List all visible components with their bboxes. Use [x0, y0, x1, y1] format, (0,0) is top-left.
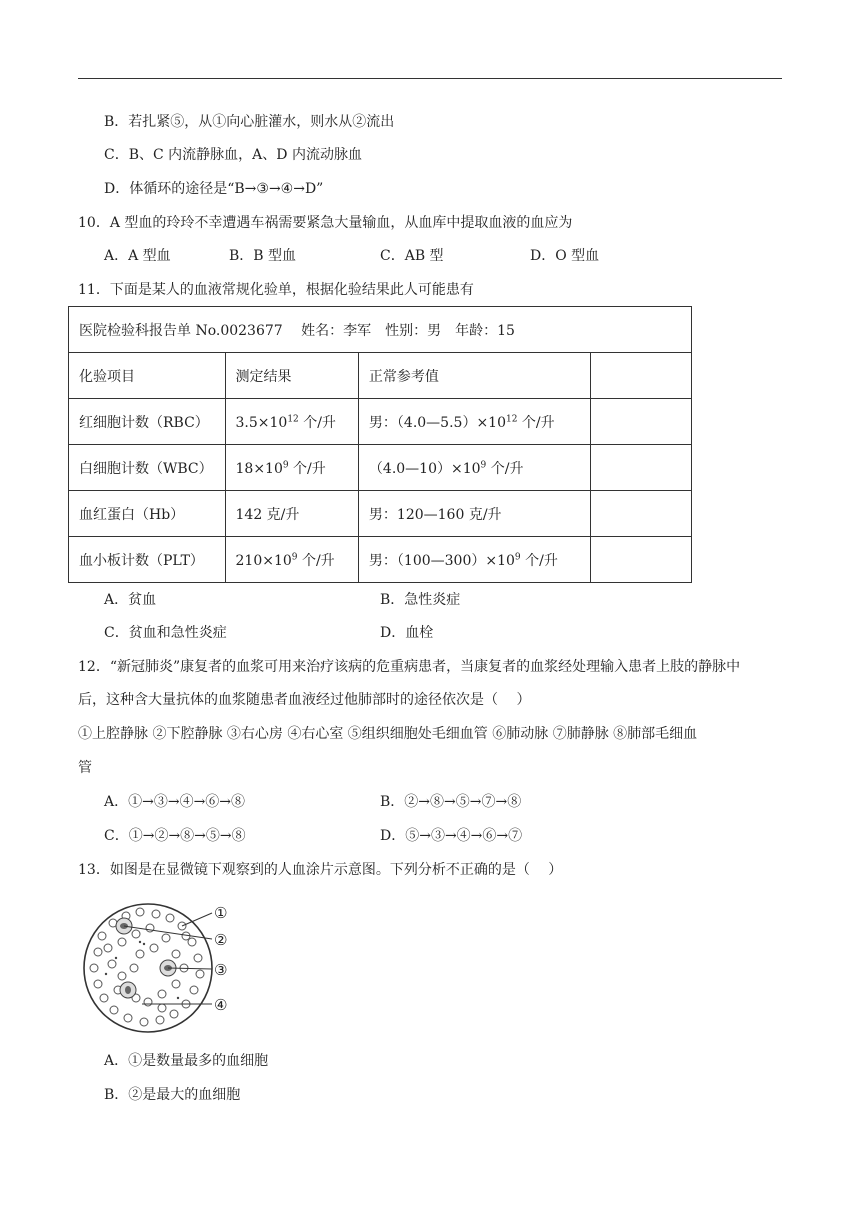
row-reference: 男：$(100—300)\times 10^9$ 个/升: [358, 537, 590, 583]
q11-option-b[interactable]: B．急性炎症: [380, 592, 461, 608]
q9-option-d[interactable]: D．体循环的途径是“B→③→④→D”: [104, 181, 324, 197]
row-empty: [590, 399, 691, 445]
table-row: [69, 537, 692, 583]
figure-label-3: ③: [214, 961, 228, 979]
q12-option-b[interactable]: B．②→⑧→⑤→⑦→⑧: [380, 794, 522, 810]
q10-option-b[interactable]: B．B 型血: [229, 248, 297, 264]
row-empty: [590, 537, 691, 583]
q10-option-c[interactable]: C．AB 型: [380, 248, 444, 264]
row-item: 血红蛋白（Hb）: [69, 491, 226, 537]
row-item: 白细胞计数（WBC）: [69, 445, 226, 491]
q9-option-c[interactable]: C．B、C 内流静脉血，A、D 内流动脉血: [104, 147, 362, 163]
q11-option-d[interactable]: D．血栓: [380, 625, 434, 641]
q13-option-b[interactable]: B．②是最大的血细胞: [104, 1087, 241, 1103]
row-result: 142 克/升: [225, 491, 358, 537]
row-result: $210\times 10^9$ 个/升: [225, 537, 358, 583]
row-item: 红细胞计数（RBC）: [69, 399, 226, 445]
q12-option-a[interactable]: A．①→③→④→⑥→⑧: [104, 794, 246, 810]
q12-option-c[interactable]: C．①→②→⑧→⑤→⑧: [104, 828, 246, 844]
q10-option-d[interactable]: D．O 型血: [530, 248, 600, 264]
q12-option-d[interactable]: D．⑤→③→④→⑥→⑦: [380, 828, 523, 844]
col-result: 测定结果: [225, 353, 358, 399]
row-result: $18\times 10^9$ 个/升: [225, 445, 358, 491]
table-row: [69, 445, 692, 491]
q12-list-line2: 管: [78, 760, 92, 776]
table-row: [69, 399, 692, 445]
report-header-row: [69, 307, 692, 353]
figure-label-4: ④: [214, 996, 228, 1014]
report-column-row: [69, 353, 692, 399]
q12-stem-line2: 后，这种含大量抗体的血浆随患者血液经过他肺部时的途径依次是（ ）: [78, 692, 531, 708]
table-row: [69, 491, 692, 537]
q13-option-a[interactable]: A．①是数量最多的血细胞: [104, 1053, 269, 1069]
header-rule: [78, 78, 782, 79]
figure-label-1: ①: [214, 904, 228, 922]
q9-option-b[interactable]: B．若扎紧⑤，从①向心脏灌水，则水从②流出: [104, 114, 395, 130]
q12-list-line1: ①上腔静脉 ②下腔静脉 ③右心房 ④右心室 ⑤组织细胞处毛细血管 ⑥肺动脉 ⑦肺静脉 ⑧肺部毛细血: [78, 726, 698, 742]
q11-stem: 11．下面是某人的血液常规化验单，根据化验结果此人可能患有: [78, 282, 474, 298]
row-reference: 男：$(4.0—5.5)\times 10^{12}$ 个/升: [358, 399, 590, 445]
col-item: 化验项目: [69, 353, 226, 399]
q10-stem: 10．A 型血的玲玲不幸遭遇车祸需要紧急大量输血，从血库中提取血液的血应为: [78, 215, 573, 231]
microscope-field: [84, 904, 212, 1032]
row-reference: $(4.0—10)\times 10^9$ 个/升: [358, 445, 590, 491]
row-reference: 男：120—160 克/升: [358, 491, 590, 537]
lab-report-table: [68, 306, 692, 583]
q13-stem: 13．如图是在显微镜下观察到的人血涂片示意图。下列分析不正确的是（ ）: [78, 862, 563, 878]
row-item: 血小板计数（PLT）: [69, 537, 226, 583]
q11-option-c[interactable]: C．贫血和急性炎症: [104, 625, 227, 641]
row-empty: [590, 491, 691, 537]
row-empty: [590, 445, 691, 491]
blood-smear-figure: [78, 898, 248, 1038]
report-header: 医院检验科报告单 No.0023677 姓名：李军 性别：男 年龄：15: [69, 307, 692, 353]
col-empty: [590, 353, 691, 399]
q11-option-a[interactable]: A．贫血: [104, 592, 157, 608]
q10-option-a[interactable]: A．A 型血: [104, 248, 171, 264]
row-result: $3.5\times 10^{12}$ 个/升: [225, 399, 358, 445]
col-reference: 正常参考值: [358, 353, 590, 399]
q12-stem-line1: 12．“新冠肺炎”康复者的血浆可用来治疗该病的危重病患者，当康复者的血浆经处理输入患者上肢的静脉中: [78, 659, 741, 675]
figure-label-2: ②: [214, 931, 228, 949]
